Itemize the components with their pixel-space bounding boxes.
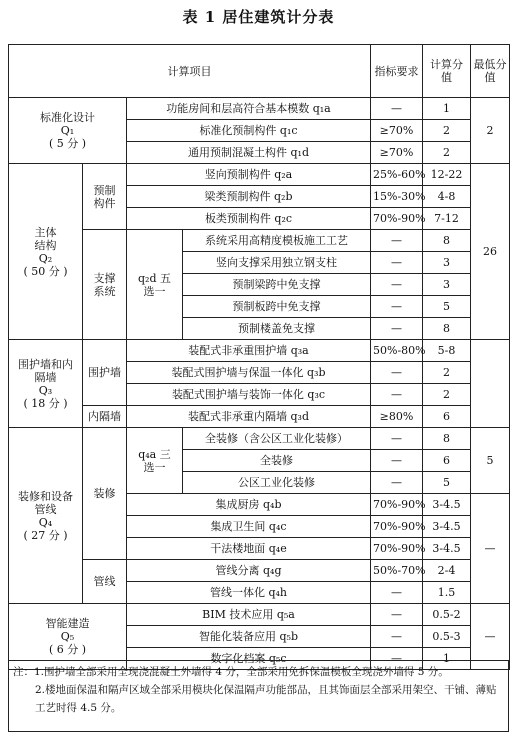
item-name: 集成卫生间 q₄c [127, 516, 371, 538]
item-score: 5 [423, 296, 471, 318]
item-name: 预制梁跨中免支撑 [183, 274, 371, 296]
item-score: 5-8 [423, 340, 471, 362]
item-requirement: ≥70% [371, 120, 423, 142]
item-requirement: — [371, 450, 423, 472]
item-name: 装配式围护墙与装饰一体化 q₃c [127, 384, 371, 406]
section-q2 [9, 164, 83, 340]
item-score: 8 [423, 230, 471, 252]
item-name: 全装修 [183, 450, 371, 472]
group-label: 支撑系统 [93, 271, 116, 298]
section-symbol: Q₄ [38, 515, 53, 529]
item-score: 2 [423, 362, 471, 384]
item-name: 竖向支撑采用独立钢支柱 [183, 252, 371, 274]
item-requirement: — [371, 472, 423, 494]
item-name: 管线分离 q₄g [127, 560, 371, 582]
item-score: 1 [423, 648, 471, 670]
item-name: 管线一体化 q₄h [127, 582, 371, 604]
header-item: 计算项目 [9, 45, 371, 98]
group-support [83, 230, 127, 340]
section-symbol: Q₁ [60, 124, 75, 137]
table-notes [8, 660, 509, 732]
item-score: 2 [423, 120, 471, 142]
item-score: 7-12 [423, 208, 471, 230]
header-score: 计算分值 [423, 45, 471, 98]
group-label: 预制构件 [93, 183, 116, 210]
group-envelope-wall: 围护墙 [83, 340, 127, 406]
group-label: q₄a 三选一 [138, 447, 171, 474]
section-points: ( 50 分 ) [23, 264, 68, 278]
item-name: 智能化装备应用 q₅b [127, 626, 371, 648]
item-name: 装配式围护墙与保温一体化 q₃b [127, 362, 371, 384]
item-name: 装配式非承重围护墙 q₃a [127, 340, 371, 362]
item-score: 3-4.5 [423, 538, 471, 560]
item-score: 4-8 [423, 186, 471, 208]
min-score: — [471, 494, 510, 604]
score-table [8, 44, 510, 670]
item-requirement: — [371, 98, 423, 120]
group-prefab [83, 164, 127, 230]
item-name: 竖向预制构件 q₂a [127, 164, 371, 186]
item-requirement: — [371, 626, 423, 648]
item-requirement: — [371, 252, 423, 274]
item-name: 系统采用高精度模板施工工艺 [183, 230, 371, 252]
item-requirement: — [371, 296, 423, 318]
item-score: 12-22 [423, 164, 471, 186]
item-name: 数字化档案 q₅c [127, 648, 371, 670]
section-q1 [9, 98, 127, 164]
item-requirement: 50%-70% [371, 560, 423, 582]
section-points: ( 27 分 ) [23, 528, 68, 542]
item-requirement: — [371, 318, 423, 340]
note-2: 2.楼地面保温和隔声区域全部采用模块化保温隔声功能部品，且其饰面层全部采用架空、干铺、薄贴工艺时得 4.5 分。 [35, 684, 497, 714]
note-1: 注：1.围护墙全部采用全现浇混凝土外墙得 4 分，全部采用免拆保温模板全现浇外墙得 5 分。 [13, 666, 449, 678]
item-score: 6 [423, 406, 471, 428]
section-symbol: Q₅ [60, 630, 75, 643]
group-label: q₂d 五选一 [138, 271, 171, 298]
item-score: 2 [423, 142, 471, 164]
section-symbol: Q₃ [38, 383, 53, 397]
item-score: 3 [423, 274, 471, 296]
item-requirement: 70%-90% [371, 208, 423, 230]
item-score: 1.5 [423, 582, 471, 604]
item-requirement: 70%-90% [371, 494, 423, 516]
item-score: 0.5-2 [423, 604, 471, 626]
section-name: 智能建造 [45, 617, 90, 630]
item-score: 6 [423, 450, 471, 472]
item-name: 功能房间和层高符合基本模数 q₁a [127, 98, 371, 120]
item-requirement: ≥80% [371, 406, 423, 428]
item-score: 3 [423, 252, 471, 274]
table-title: 表 1 居住建筑计分表 [182, 8, 335, 26]
min-score: 2 [471, 98, 510, 164]
group-q2d [127, 230, 183, 340]
item-name: 公区工业化装修 [183, 472, 371, 494]
section-name: 标准化设计 [40, 111, 95, 124]
item-requirement: — [371, 230, 423, 252]
item-name: BIM 技术应用 q₅a [127, 604, 371, 626]
section-q4 [9, 428, 83, 604]
group-decoration: 装修 [83, 428, 127, 560]
item-requirement: — [371, 274, 423, 296]
min-score: 5 [471, 428, 510, 494]
item-score: 8 [423, 428, 471, 450]
item-requirement: — [371, 428, 423, 450]
item-requirement: — [371, 604, 423, 626]
group-inner-wall: 内隔墙 [83, 406, 127, 428]
item-name: 通用预制混凝土构件 q₁d [127, 142, 371, 164]
item-score: 5 [423, 472, 471, 494]
item-requirement: 70%-90% [371, 516, 423, 538]
item-name: 干法楼地面 q₄e [127, 538, 371, 560]
item-name: 预制板跨中免支撑 [183, 296, 371, 318]
group-q4a [127, 428, 183, 494]
item-score: 3-4.5 [423, 494, 471, 516]
item-score: 2-4 [423, 560, 471, 582]
group-pipeline: 管线 [83, 560, 127, 604]
item-requirement: 25%-60% [371, 164, 423, 186]
item-score: 0.5-3 [423, 626, 471, 648]
header-min-score: 最低分值 [471, 45, 510, 98]
item-requirement: 70%-90% [371, 538, 423, 560]
item-name: 装配式非承重内隔墙 q₃d [127, 406, 371, 428]
item-requirement: ≥70% [371, 142, 423, 164]
item-score: 2 [423, 384, 471, 406]
section-points: ( 6 分 ) [48, 643, 87, 656]
min-score-empty [471, 340, 510, 428]
item-name: 梁类预制构件 q₂b [127, 186, 371, 208]
item-requirement: — [371, 384, 423, 406]
item-requirement: — [371, 648, 423, 670]
section-symbol: Q₂ [38, 251, 53, 265]
section-name: 装修和设备管线 [18, 489, 73, 516]
min-score: — [471, 604, 510, 670]
min-score: 26 [471, 164, 510, 340]
item-score: 1 [423, 98, 471, 120]
section-q3 [9, 340, 83, 428]
item-name: 板类预制构件 q₂c [127, 208, 371, 230]
section-points: ( 18 分 ) [23, 396, 68, 410]
item-name: 集成厨房 q₄b [127, 494, 371, 516]
section-name: 主体结构 [34, 225, 57, 252]
section-name: 围护墙和内隔墙 [18, 357, 73, 384]
item-requirement: 50%-80% [371, 340, 423, 362]
item-name: 标准化预制构件 q₁c [127, 120, 371, 142]
item-requirement: — [371, 362, 423, 384]
item-score: 3-4.5 [423, 516, 471, 538]
section-points: ( 5 分 ) [48, 137, 87, 150]
item-requirement: — [371, 582, 423, 604]
item-requirement: 15%-30% [371, 186, 423, 208]
item-name: 预制楼盖免支撑 [183, 318, 371, 340]
header-requirement: 指标要求 [371, 45, 423, 98]
item-score: 8 [423, 318, 471, 340]
item-name: 全装修（含公区工业化装修） [183, 428, 371, 450]
